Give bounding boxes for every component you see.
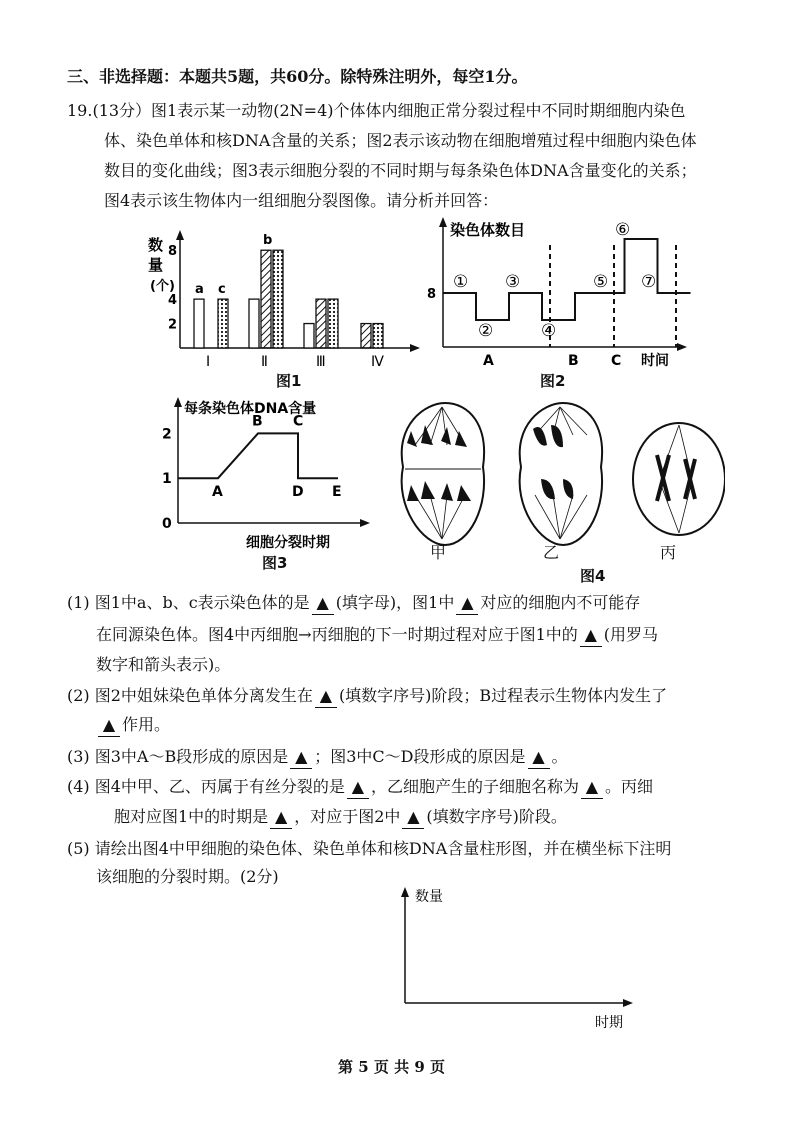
fig1-bar-Ⅱ-b: [261, 250, 271, 348]
q1-text-b: (填字母)，图1中: [335, 593, 455, 612]
fig1-bar-Ⅱ-a: [249, 299, 259, 348]
answer-blank-q1-1[interactable]: ▲: [312, 592, 334, 615]
answer-blank-q2-2[interactable]: ▲: [98, 714, 120, 737]
fig1-bar-Ⅰ-c: [218, 299, 228, 348]
cell-bing-membrane: [633, 423, 725, 535]
fig2-marker-4: ④: [541, 321, 557, 341]
fig1-y-arrow: [176, 230, 184, 240]
fig1-y-tick-2: 2: [168, 317, 178, 333]
cell-bing-chromosomes: [657, 455, 695, 501]
q4-text-a: (4) 图4中甲、乙、丙属于有丝分裂的是: [67, 777, 345, 796]
fig1-bar-Ⅲ-c: [328, 299, 338, 348]
answer-blank-q4-4[interactable]: ▲: [402, 806, 424, 829]
fig2-phase-label-2: C: [611, 353, 622, 369]
q1-text-c: 对应的细胞内不可能存: [480, 593, 641, 612]
q1-text-e: (用罗马: [603, 625, 659, 644]
cell-bing-spindle: [661, 425, 691, 533]
cell-jia-spindle: [415, 407, 465, 539]
blank-axes-ylabel: 数量: [415, 889, 443, 905]
q4-text-f: (填数字序号)阶段。: [426, 807, 567, 826]
question-intro-line2: 体、染色单体和核DNA含量的关系；图2表示该动物在细胞增殖过程中细胞内染色体: [104, 131, 697, 150]
cell-bing: [633, 423, 725, 535]
answer-blank-q3-1[interactable]: ▲: [290, 746, 312, 769]
fig1-ylabel-2: 量: [148, 256, 164, 274]
fig3-x-arrow: [360, 519, 370, 527]
q1-text-a: (1) 图1中a、b、c表示染色体的是: [67, 593, 310, 612]
cell-yi: [520, 403, 602, 545]
figure3-chart: [150, 395, 380, 555]
q2-text-c: 作用。: [122, 715, 171, 734]
q4-text-b: ，乙细胞产生的子细胞名称为: [370, 777, 579, 796]
question-intro-line4: 图4表示该生物体内一组细胞分裂图像。请分析并回答：: [104, 191, 499, 210]
q3-text-c: 。: [551, 747, 568, 766]
fig3-y-arrow: [174, 397, 182, 407]
cell-jia-chromosomes: [407, 425, 471, 501]
q3-line1: [67, 746, 568, 769]
q3-text-b: ；图3中C～D段形成的原因是: [314, 747, 526, 766]
cell-jia-membrane: [402, 403, 484, 545]
fig1-bar-Ⅲ-b: [316, 299, 326, 348]
fig2-marker-1: ①: [453, 272, 469, 292]
fig1-ylabel-1: 数: [148, 236, 164, 254]
blank-y-arrow: [401, 887, 409, 897]
fig3-point-C: C: [293, 413, 304, 430]
fig3-point-E: E: [332, 484, 342, 501]
fig3-y-tick-0: 0: [162, 516, 172, 532]
fig2-phase-label-1: B: [568, 353, 579, 369]
blank-axes-xlabel: 时期: [595, 1015, 623, 1031]
question-intro-line3: 数目的变化曲线；图3表示细胞分裂的不同时期与每条染色体DNA含量变化的关系；: [104, 161, 697, 180]
intro-text: (13分）图1表示某一动物(2N=4)个体体内细胞正常分裂过程中不同时期细胞内染色: [92, 101, 686, 120]
q1-line1: [67, 592, 640, 615]
q1-text-d: 在同源染色体。图4中丙细胞→丙细胞的下一时期过程对应于图1中的: [96, 625, 578, 644]
q4-line2: [114, 806, 567, 829]
fig2-xlabel: 时间: [641, 353, 669, 369]
answer-blank-q3-2[interactable]: ▲: [528, 746, 550, 769]
fig2-marker-3: ③: [505, 272, 521, 292]
fig1-x-tick-1: Ⅱ: [261, 354, 268, 370]
fig3-y-tick-2: 2: [162, 426, 172, 443]
q2-line1: [67, 685, 667, 708]
answer-blank-q4-3[interactable]: ▲: [270, 806, 292, 829]
section-header: 三、非选择题：本题共5题，共60分。除特殊注明外，每空1分。: [67, 67, 528, 86]
fig1-bar-Ⅳ-c: [373, 324, 383, 348]
fig1-bar-Ⅳ-b: [361, 324, 371, 348]
figure1-chart: [140, 230, 430, 390]
q4-text-d: 胞对应图1中的时期是: [114, 807, 269, 826]
fig1-bar-Ⅰ-a: [194, 299, 204, 348]
cell-caption-yi: 乙: [543, 543, 560, 562]
fig1-y-tick-8: 8: [168, 244, 178, 260]
figure2-chart: [425, 215, 695, 380]
q5-line1: (5) 请绘出图4中甲细胞的染色体、染色单体和核DNA含量柱形图，并在横坐标下注明: [67, 839, 672, 858]
fig1-x-tick-3: Ⅳ: [371, 354, 384, 370]
answer-blank-q4-2[interactable]: ▲: [581, 776, 603, 799]
fig3-xlabel: 细胞分裂时期: [246, 535, 330, 551]
figure2-caption: 图2: [540, 372, 566, 390]
fig2-phase-label-0: A: [483, 353, 494, 369]
figure3-caption: 图3: [262, 554, 288, 572]
fig2-y-tick: 8: [427, 287, 437, 302]
fig2-x-arrow: [677, 343, 687, 351]
question-number: 19.: [67, 101, 93, 120]
page-footer: 第 5 页 共 9 页: [338, 1058, 445, 1076]
fig1-x-arrow: [410, 344, 420, 352]
answer-drawing-axes[interactable]: [395, 885, 645, 1035]
q3-text-a: (3) 图3中A～B段形成的原因是: [67, 747, 289, 766]
fig2-ylabel: 染色体数目: [450, 221, 526, 239]
fig1-letter-b: b: [263, 233, 273, 249]
fig1-bar-Ⅲ-a: [304, 324, 314, 348]
fig3-point-A: A: [212, 484, 223, 501]
fig1-letter-c: c: [218, 282, 226, 298]
fig1-x-tick-0: Ⅰ: [206, 354, 211, 370]
fig2-marker-2: ②: [478, 321, 494, 341]
fig1-y-tick-4: 4: [168, 293, 178, 309]
q2-text-b: (填数字序号)阶段；B过程表示生物体内发生了: [338, 686, 668, 705]
q1-line3: 数字和箭头表示)。: [96, 655, 231, 674]
cell-caption-jia: 甲: [430, 543, 447, 562]
cell-yi-spindle: [535, 407, 587, 539]
answer-blank-q1-2[interactable]: ▲: [456, 592, 478, 615]
answer-blank-q4-1[interactable]: ▲: [347, 776, 369, 799]
fig1-ylabel-3: (个): [150, 279, 175, 294]
question-intro-line1: [67, 100, 686, 122]
cell-jia: [402, 403, 484, 545]
fig1-bar-Ⅱ-c: [273, 250, 283, 348]
cell-yi-chromosomes: [533, 425, 573, 499]
q2-text-a: (2) 图2中姐妹染色单体分离发生在: [67, 686, 313, 705]
answer-blank-q2-1[interactable]: ▲: [315, 685, 337, 708]
fig3-point-D: D: [292, 484, 304, 501]
q4-text-e: ，对应于图2中: [294, 807, 401, 826]
fig2-y-arrow: [439, 217, 447, 227]
fig2-marker-6: ⑥: [615, 220, 631, 240]
fig3-y-tick-1: 1: [162, 471, 172, 488]
q4-line1: [67, 776, 653, 799]
answer-blank-q1-3[interactable]: ▲: [580, 624, 602, 647]
figure1-caption: 图1: [276, 372, 302, 390]
cell-yi-membrane: [520, 403, 602, 545]
q4-text-c: 。丙细: [604, 777, 653, 796]
fig1-x-tick-2: Ⅲ: [316, 354, 326, 370]
fig3-point-B: B: [252, 413, 263, 430]
q2-line2: [96, 714, 170, 737]
fig3-series-line: [178, 433, 338, 478]
q1-line2: [96, 624, 658, 647]
fig3-ylabel: 每条染色体DNA含量: [184, 401, 317, 417]
fig2-marker-7: ⑦: [641, 272, 657, 292]
q5-line2: 该细胞的分裂时期。(2分): [96, 867, 279, 886]
figure4-cells: [385, 395, 725, 555]
fig2-marker-5: ⑤: [593, 272, 609, 292]
cell-caption-bing: 丙: [660, 543, 677, 562]
figure4-caption: 图4: [580, 567, 606, 585]
fig1-letter-a: a: [195, 282, 204, 298]
blank-x-arrow: [623, 999, 633, 1007]
